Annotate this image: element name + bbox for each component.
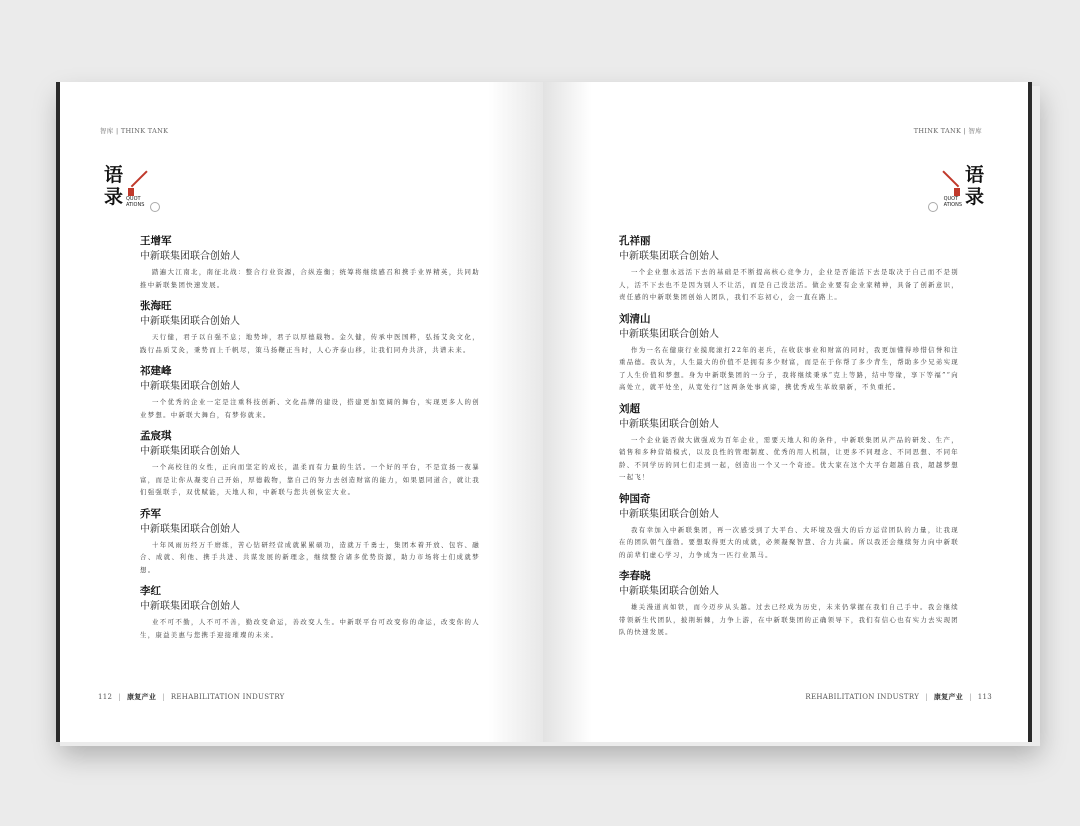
red-slash-decoration <box>131 170 148 187</box>
quote-entry <box>619 569 959 639</box>
footer-title-en: REHABILITATION INDUSTRY <box>805 693 920 701</box>
right-footer: REHABILITATION INDUSTRY | 康复产业 | 113 <box>805 693 992 701</box>
quote-entry <box>140 234 480 291</box>
quote-entry <box>619 402 959 484</box>
footer-title-cn: 康复产业 <box>933 693 964 701</box>
left-quote-list <box>140 234 480 649</box>
quote-entry <box>140 429 480 499</box>
page-number: 112 <box>98 693 113 701</box>
person-name: 祁建峰 <box>140 365 172 377</box>
person-name: 李春晓 <box>619 570 651 582</box>
person-role: 中新联集团联合创始人 <box>619 251 719 262</box>
person-name: 刘超 <box>619 402 640 415</box>
person-role: 中新联集团联合创始人 <box>619 418 719 430</box>
person-role: 中新联集团联合创始人 <box>619 508 719 520</box>
person-name: 乔军 <box>140 507 161 520</box>
quote-text: 一个优秀的企业一定是注重科技创新、文化品牌的建设，搭建更加宽阔的舞台，实现更多人的创业梦想。中新联大舞台，有梦你就来。 <box>140 398 480 419</box>
footer-title-en: REHABILITATION INDUSTRY <box>170 693 285 701</box>
red-slash-decoration <box>943 170 960 187</box>
person-role: 中新联集团联合创始人 <box>140 601 240 612</box>
quote-text: 十年风雨历经万千磨练，苦心钻研经营成就累累硕功，造就万千勇士，集团本着开放、包容、融合、成就、利他、携手共进、共谋发展的新理念，继续整合诸多优势资源，助力市场将士们成就梦想。 <box>140 540 480 574</box>
person-name: 李红 <box>140 585 161 597</box>
left-running-header: 智库 | THINK TANK <box>100 127 169 135</box>
quote-text: 我有幸加入中新联集团，再一次感受到了大平台、大环境及强大的后方运营团队的力量，让我现在的团队朝气蓬勃。要想取得更大的成就，必须凝聚智慧、合力共赢。所以我还会继续努力向中新联的前辈们虚心学习，力争成为一匹行业黑马。 <box>619 525 959 559</box>
person-name: 王增军 <box>140 235 172 247</box>
right-quotations-logo <box>914 166 984 216</box>
person-name: 孟宸琪 <box>140 430 172 442</box>
person-role: 中新联集团联合创始人 <box>140 523 240 535</box>
person-role: 中新联集团联合创始人 <box>140 251 240 262</box>
quote-text: 一个企业想永远活下去的基础是不断提高核心竞争力，企业是否能活下去是取决于自己而不是别人，活不下去也不是因为别人不让活，而是自己没法活。做企业要有企业家精神，具备了创新意识，责任感的中新联集团创始人团队，我们不忘初心，会一直在路上。 <box>619 268 959 301</box>
red-seal-icon <box>954 188 960 196</box>
circle-decoration-icon <box>928 202 938 212</box>
quote-text: 业不可不勤，人不可不善，勤改变命运，善改变人生。中新联平台可改变你的命运，改变你的人生，康益美惠与您携手迎接璀璨的未来。 <box>140 618 480 639</box>
quote-entry <box>140 299 480 356</box>
page-number: 113 <box>977 693 992 701</box>
footer-title-cn: 康复产业 <box>126 693 157 701</box>
logo-char-bottom: 录 <box>964 186 984 208</box>
quote-text: 作为一名在健康行业摸爬滚打22年的老兵，在收获事业和财富的同时，我更加懂得珍惜信誉和注重品德。我认为，人生最大的价值不是拥有多少财富，而是在于你帮了多少背生，帮助多少兄弟实现了人生价值和梦想。身为中新联集团的一分子，我将继续秉承“克上等路，结中等缘，享下等福”“向高处立，就平处坐，从宽处行”这两条处事真谛，携优秀成生革故鼎新，不负重托。 <box>619 345 959 391</box>
person-name: 张海旺 <box>140 300 172 312</box>
right-page <box>543 82 1032 742</box>
quote-entry <box>619 234 959 304</box>
person-role: 中新联集团联合创始人 <box>619 328 719 340</box>
left-footer: 112 | 康复产业 | REHABILITATION INDUSTRY <box>98 693 285 701</box>
logo-char-top: 语 <box>104 164 124 186</box>
person-role: 中新联集团联合创始人 <box>140 446 240 457</box>
person-role: 中新联集团联合创始人 <box>619 586 719 597</box>
logo-subtitle: QUOT ATIONS <box>943 196 962 208</box>
left-page <box>56 82 547 742</box>
right-running-header: THINK TANK | 智库 <box>913 127 982 135</box>
quote-entry <box>619 492 959 562</box>
quote-text: 一个企业能否做大做强成为百年企业，需要天地人和的条件，中新联集团从产品的研发、生产，销售和多种营销模式，以及良性的管理制度、优秀的用人机制，让更多不同理念、不同思想、不同年龄、不同学历的同仁们走到一起，创造出一个又一个奇迹。优大家在这个大平台超越自我，超越梦想一起飞！ <box>619 435 959 481</box>
person-name: 钟国奇 <box>619 492 651 505</box>
quote-text: 天行健，君子以自强不息；地势坤，君子以厚德载物。金久健，传承中医国粹，弘扬艾灸文化，践行品质艾灸，秉势而上千帆尽，策马扬鞭正当时，人心齐泰山移，让我们同舟共济，共谱未来。 <box>140 333 480 354</box>
logo-char-top: 语 <box>964 164 984 186</box>
left-quotations-logo <box>104 166 174 216</box>
quote-entry <box>140 584 480 641</box>
red-seal-icon <box>128 188 134 196</box>
quote-entry <box>619 312 959 394</box>
person-name: 刘清山 <box>619 312 651 325</box>
logo-subtitle: QUOT ATIONS <box>126 196 145 208</box>
quote-entry <box>140 507 480 577</box>
quote-text: 雄关漫道真如铁，而今迈步从头越。过去已经成为历史，未来仍掌握在我们自己手中。我会继续带领新生代团队，披荆斩棘，力争上游，在中新联集团的正确领导下，我们有信心也有实力去实现团队的快速发展。 <box>619 603 959 636</box>
logo-char-bottom: 录 <box>104 186 124 208</box>
right-quote-list <box>619 234 959 647</box>
quote-entry <box>140 364 480 421</box>
person-name: 孔祥丽 <box>619 235 651 247</box>
quote-text: 踏遍大江南北，南征北战：整合行业资源，合纵连衡；统筹将继续感召和携手业界精英，共同助推中新联集团快速发展。 <box>140 268 480 289</box>
person-role: 中新联集团联合创始人 <box>140 381 240 392</box>
quote-text: 一个高校往的女性，正向而坚定的成长，温柔而有力量的生活。一个好的平台，不是宣扬一夜暴富，而是让你从凝变自己开始，厚德载物，靠自己的努力去创造财富的能力，如果恩同道合，就让我们强强联手，双优赋能，天地人和，中新联与您共创恢宏大业。 <box>140 463 480 496</box>
person-role: 中新联集团联合创始人 <box>140 316 240 327</box>
circle-decoration-icon <box>150 202 160 212</box>
